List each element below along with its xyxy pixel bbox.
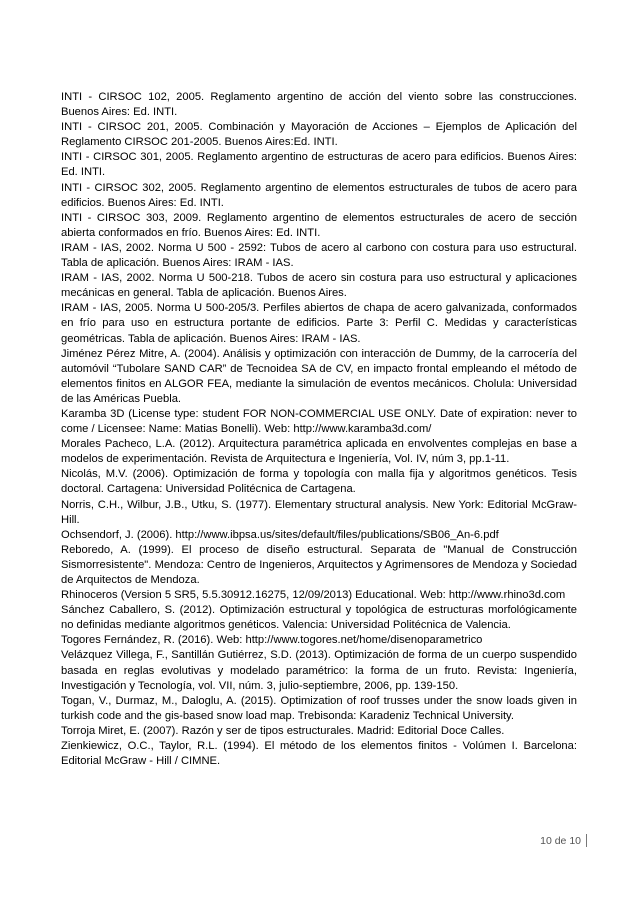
reference-item: INTI - CIRSOC 102, 2005. Reglamento argentino de acción del viento sobre las construcciones. Buenos Aires: Ed. INTI. <box>61 91 577 119</box>
reference-item: INTI - CIRSOC 201, 2005. Combinación y Mayoración de Acciones – Ejemplos de Aplicación del Reglamento CIRSOC 201-2005. Buenos Aires:Ed. INTI. <box>61 121 577 149</box>
reference-item: Togores Fernández, R. (2016). Web: http://www.togores.net/home/disenoparametrico <box>61 634 483 647</box>
reference-item: Sánchez Caballero, S. (2012). Optimización estructural y topológica de estructuras morfológicamente no definidas mediante algoritmos genéticos. Valencia: Universidad Politécnica de Valencia. <box>61 604 577 632</box>
reference-item: Ochsendorf, J. (2006). http://www.ibpsa.us/sites/default/files/publications/SB06_An-6.pdf <box>61 528 499 541</box>
page-footer <box>540 834 587 847</box>
page-number: 10 de 10 <box>540 834 581 847</box>
reference-item: INTI - CIRSOC 303, 2009. Reglamento argentino de elementos estructurales de acero de sección abierta conformados en frío. Buenos Aires: Ed. INTI. <box>61 211 577 239</box>
reference-item: Rhinoceros (Version 5 SR5, 5.5.30912.16275, 12/09/2013) Educational. Web: http://www.rhino3d.com <box>61 589 566 602</box>
reference-item: Velázquez Villega, F., Santillán Gutiérrez, S.D. (2013). Optimización de forma de un cuerpo suspendido basada en reglas evolutivas y modelado paramétrico: la forma de un fruto. Revista: Ingeniería, Investigación y Tecnología, vol. VII, núm. 3, julio-septiembre, 2006, pp. 139-150. <box>61 649 577 692</box>
reference-item: Togan, V., Durmaz, M., Daloglu, A. (2015). Optimization of roof trusses under the snow loads given in turkish code and the gis-based snow load map. Trebisonda: Karadeniz Technical University. <box>61 694 577 722</box>
reference-item: Jiménez Pérez Mitre, A. (2004). Análisis y optimización con interacción de Dummy, de la carrocería del automóvil “Tubolare SAND CAR” de Tecnoidea SA de CV, en impacto frontal empleando el método de elementos finitos en ALGOR FEA, mediante la simulación de eventos mecánicos. Cholula: Universidad de las Américas Puebla. <box>61 347 577 405</box>
footer-divider <box>586 834 587 847</box>
reference-item: Morales Pacheco, L.A. (2012). Arquitectura paramétrica aplicada en envolventes complejas en base a modelos de experimentación. Revista de Arquitectura e Ingeniería, Vol. IV, núm 3, pp.1-11. <box>61 438 577 466</box>
reference-item: IRAM - IAS, 2002. Norma U 500-218. Tubos de acero sin costura para uso estructural y aplicaciones mecánicas en general. Tabla de aplicación. Buenos Aires. <box>61 272 577 300</box>
reference-item: IRAM - IAS, 2002. Norma U 500 - 2592: Tubos de acero al carbono con costura para uso estructural. Tabla de aplicación. Buenos Aires: IRAM - IAS. <box>61 241 577 270</box>
reference-item: INTI - CIRSOC 301, 2005. Reglamento argentino de estructuras de acero para edificios. Buenos Aires: Ed. INTI. <box>61 151 577 179</box>
reference-list <box>61 90 577 769</box>
reference-item: Nicolás, M.V. (2006). Optimización de forma y topología con malla fija y algoritmos genéticos. Tesis doctoral. Cartagena: Universidad Politécnica de Cartagena. <box>61 468 577 496</box>
reference-item: Torroja Miret, E. (2007). Razón y ser de tipos estructurales. Madrid: Editorial Doce Calles. <box>61 724 505 737</box>
reference-item: IRAM - IAS, 2005. Norma U 500-205/3. Perfiles abiertos de chapa de acero galvanizada, conformados en frío para uso en estructura portante de edificios. Parte 3: Perfil C. Medidas y características geométricas. Tabla de aplicación. Buenos Aires: IRAM - IAS. <box>61 302 577 345</box>
reference-item: Zienkiewicz, O.C., Taylor, R.L. (1994). El método de los elementos finitos - Volúmen I. Barcelona: Editorial McGraw - Hill / CIMNE. <box>61 740 577 768</box>
reference-item: Karamba 3D (License type: student FOR NON-COMMERCIAL USE ONLY. Date of expiration: never to come / Licensee: Name: Matias Bonelli). Web: http://www.karamba3d.com/ <box>61 407 577 436</box>
reference-item: Norris, C.H., Wilbur, J.B., Utku, S. (1977). Elementary structural analysis. New York: Editorial McGraw-Hill. <box>61 498 577 526</box>
reference-item: INTI - CIRSOC 302, 2005. Reglamento argentino de elementos estructurales de tubos de acero para edificios. Buenos Aires: Ed. INTI. <box>61 181 577 209</box>
reference-item: Reboredo, A. (1999). El proceso de diseño estructural. Separata de "Manual de Construcción Sismorresistente". Mendoza: Centro de Ingenieros, Arquitectos y Agrimensores de Mendoza y Sociedad de Arquitectos de Mendoza. <box>61 543 577 586</box>
